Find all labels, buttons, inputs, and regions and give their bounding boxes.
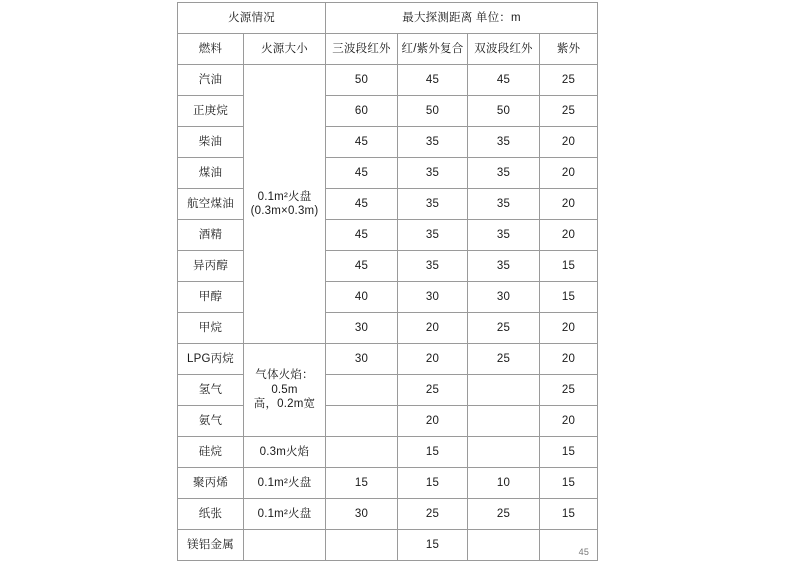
- cell-fire-size: [244, 468, 326, 499]
- cell-iruv: 15: [398, 437, 468, 468]
- cell-tri: 50: [326, 65, 398, 96]
- table-header-group-row: [178, 3, 598, 34]
- cell-uv: 20: [540, 220, 598, 251]
- cell-dual: 45: [468, 65, 540, 96]
- cell-tri: 60: [326, 96, 398, 127]
- table-row: [178, 251, 598, 282]
- cell-fire-size: [244, 437, 326, 468]
- table-row: [178, 96, 598, 127]
- table-column-header: 红/紫外复合: [398, 34, 468, 65]
- cell-iruv: 45: [398, 65, 468, 96]
- cell-dual: [468, 406, 540, 437]
- table-row: [178, 65, 598, 96]
- cell-fuel: 正庚烷: [178, 96, 244, 127]
- cell-iruv: 20: [398, 344, 468, 375]
- table-column-header-row: [178, 34, 598, 65]
- table-row: [178, 530, 598, 561]
- table-row: [178, 499, 598, 530]
- table-column-header: 火源大小: [244, 34, 326, 65]
- fire-size-line: 0.3m火焰: [259, 445, 310, 458]
- table-row: [178, 158, 598, 189]
- cell-fuel: 甲醇: [178, 282, 244, 313]
- cell-uv: 15: [540, 499, 598, 530]
- cell-uv: 25: [540, 375, 598, 406]
- table-column-header: 紫外: [540, 34, 598, 65]
- cell-dual: 25: [468, 313, 540, 344]
- cell-tri: [326, 375, 398, 406]
- cell-dual: [468, 375, 540, 406]
- table-row: [178, 344, 598, 375]
- cell-iruv: 25: [398, 375, 468, 406]
- cell-tri: [326, 530, 398, 561]
- fire-size-line: 0.1m²火盘: [257, 507, 312, 520]
- cell-fuel: 异丙醇: [178, 251, 244, 282]
- cell-iruv: 30: [398, 282, 468, 313]
- table-column-header: 燃料: [178, 34, 244, 65]
- cell-fuel: 纸张: [178, 499, 244, 530]
- cell-uv: 25: [540, 96, 598, 127]
- cell-iruv: 35: [398, 251, 468, 282]
- cell-uv: 15: [540, 468, 598, 499]
- cell-tri: 40: [326, 282, 398, 313]
- cell-iruv: 20: [398, 406, 468, 437]
- cell-uv: 15: [540, 282, 598, 313]
- cell-fuel: 镁铝金属: [178, 530, 244, 561]
- cell-fuel: 聚丙烯: [178, 468, 244, 499]
- cell-tri: 30: [326, 344, 398, 375]
- cell-uv: 20: [540, 189, 598, 220]
- cell-fuel: 氢气: [178, 375, 244, 406]
- table-row: [178, 127, 598, 158]
- cell-dual: 10: [468, 468, 540, 499]
- cell-uv: 25: [540, 65, 598, 96]
- cell-fuel: 柴油: [178, 127, 244, 158]
- cell-uv: 20: [540, 127, 598, 158]
- cell-iruv: 25: [398, 499, 468, 530]
- cell-uv: [540, 530, 598, 561]
- cell-iruv: 35: [398, 189, 468, 220]
- cell-dual: 25: [468, 344, 540, 375]
- table-column-header: 双波段红外: [468, 34, 540, 65]
- cell-tri: 45: [326, 158, 398, 189]
- cell-dual: 35: [468, 189, 540, 220]
- cell-tri: [326, 406, 398, 437]
- cell-uv: 20: [540, 344, 598, 375]
- cell-dual: 35: [468, 251, 540, 282]
- table-row: [178, 375, 598, 406]
- cell-uv: 20: [540, 406, 598, 437]
- table-row: [178, 437, 598, 468]
- table-row: [178, 220, 598, 251]
- cell-dual: 30: [468, 282, 540, 313]
- table-row: [178, 406, 598, 437]
- cell-fire-size: [244, 65, 326, 344]
- cell-tri: 45: [326, 127, 398, 158]
- cell-uv: 15: [540, 437, 598, 468]
- table-row: [178, 282, 598, 313]
- cell-fire-size: [244, 499, 326, 530]
- cell-dual: 35: [468, 127, 540, 158]
- cell-fuel: 汽油: [178, 65, 244, 96]
- cell-fire-size: [244, 530, 326, 561]
- cell-uv: 15: [540, 251, 598, 282]
- cell-fuel: 氨气: [178, 406, 244, 437]
- cell-iruv: 15: [398, 468, 468, 499]
- cell-fuel: 煤油: [178, 158, 244, 189]
- fire-size-line: 0.1m²火盘: [257, 476, 312, 489]
- cell-iruv: 15: [398, 530, 468, 561]
- fire-size-line: 高，0.2m宽: [253, 398, 316, 411]
- table-column-header: 三波段红外: [326, 34, 398, 65]
- cell-iruv: 50: [398, 96, 468, 127]
- table-header-group-cell: 最大探测距离 单位：m: [326, 3, 598, 34]
- cell-tri: 45: [326, 189, 398, 220]
- cell-fuel: 酒精: [178, 220, 244, 251]
- cell-tri: 45: [326, 251, 398, 282]
- cell-tri: 45: [326, 220, 398, 251]
- table-header-group-cell: 火源情况: [178, 3, 326, 34]
- cell-dual: 50: [468, 96, 540, 127]
- cell-iruv: 35: [398, 158, 468, 189]
- cell-iruv: 20: [398, 313, 468, 344]
- cell-tri: [326, 437, 398, 468]
- cell-fire-size: [244, 344, 326, 437]
- cell-iruv: 35: [398, 127, 468, 158]
- fire-size-line: (0.3m×0.3m): [250, 205, 319, 217]
- cell-fuel: 硅烷: [178, 437, 244, 468]
- cell-uv: 20: [540, 313, 598, 344]
- detection-distance-table: [177, 2, 598, 561]
- fire-size-line: 0.1m²火盘: [257, 190, 312, 203]
- cell-tri: 15: [326, 468, 398, 499]
- cell-dual: [468, 530, 540, 561]
- cell-tri: 30: [326, 313, 398, 344]
- cell-uv: 20: [540, 158, 598, 189]
- table-row: [178, 313, 598, 344]
- cell-dual: 25: [468, 499, 540, 530]
- cell-tri: 30: [326, 499, 398, 530]
- cell-dual: [468, 437, 540, 468]
- table-row: [178, 189, 598, 220]
- table-row: [178, 468, 598, 499]
- cell-dual: 35: [468, 220, 540, 251]
- cell-uv-value: 45: [578, 546, 590, 557]
- fire-size-line: 气体火焰：0.5m: [255, 369, 314, 396]
- cell-fuel: 甲烷: [178, 313, 244, 344]
- cell-fuel: 航空煤油: [178, 189, 244, 220]
- cell-iruv: 35: [398, 220, 468, 251]
- cell-fuel: LPG丙烷: [178, 344, 244, 375]
- cell-dual: 35: [468, 158, 540, 189]
